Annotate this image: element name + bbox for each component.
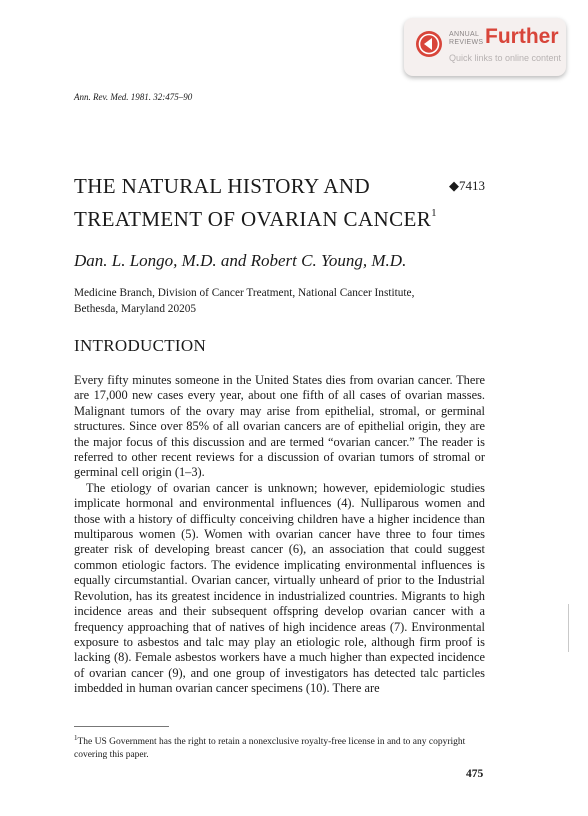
annual-reviews-wordmark [449,31,483,47]
affiliation-line-1: Medicine Branch, Division of Cancer Treatment, National Cancer Institute, [74,287,415,299]
footnote-mark: 1 [74,734,78,742]
paragraph-1: Every fifty minutes someone in the United States dies from ovarian cancer. There are 17,000 new cases every year, about one fifth of all cases of ovarian masses. Malignant tumors of the ovary may arise from epithelial, stromal, or germinal structures. Since over 85% of all ovarian cancers are of epithelial origin, they are the major focus of this discussion and are termed “ovarian cancer.” The reader is referred to other recent reviews for a discussion of ovarian tumors of stromal or germinal cell origin (1–3). [74,373,485,480]
title-line-1: THE NATURAL HISTORY AND [74,174,371,198]
footnote-divider [74,726,169,727]
affiliation-line-2: Bethesda, Maryland 20205 [74,302,197,315]
footnote [74,732,487,762]
article-title [74,172,437,234]
title-line-2 [74,201,437,234]
scan-edge-mark [568,604,569,652]
affiliation [74,286,474,317]
authors: Dan. L. Longo, M.D. and Robert C. Young, M.D. [74,251,407,270]
annual-label: ANNUAL [449,31,480,38]
journal-citation: Ann. Rev. Med. 1981. 32:475–90 [74,92,193,102]
section-heading: INTRODUCTION [74,336,207,355]
speaker-arrow-icon [415,30,443,58]
quick-links-text: Quick links to online content [449,53,562,63]
body-text [74,373,485,697]
further-badge[interactable] [404,18,566,76]
page-number: 475 [466,768,484,780]
title-line-2-text: TREATMENT OF OVARIAN CANCER [74,207,432,231]
footnote-text: The US Government has the right to retain a nonexclusive royalty-free license in and to any copyright covering this paper. [74,737,466,761]
reviews-label: REVIEWS [449,39,484,46]
article-code: ◆7413 [449,178,485,193]
further-label: Further [485,25,559,48]
title-footnote-mark: 1 [431,207,438,219]
paragraph-2: The etiology of ovarian cancer is unknown; however, epidemiologic studies implicate hormonal and environmental influences (4). Nulliparous women and those with a history of difficulty conceiving children have a higher incidence than multiparous women (5). Women with ovarian cancer have three to four times greater risk of developing breast cancer (6), an association that could suggest common etiologic factors. The evidence implicating environmental influences is equally circumstantial. Ovarian cancer, virtually unheard of prior to the Industrial Revolution, has its greatest incidence in industrialized countries. Migrants to high incidence areas and their subsequent offspring develop ovarian cancer with a frequency approaching that of natives of high incidence areas (7). Environmental exposure to asbestos and talc may play an etiologic role, although firm proof is lacking (8). Female asbestos workers have a much higher than expected incidence of ovarian cancer (9), and one group of investigators has detected talc particles imbedded in human ovarian cancer specimens (10). There are [74,480,485,696]
